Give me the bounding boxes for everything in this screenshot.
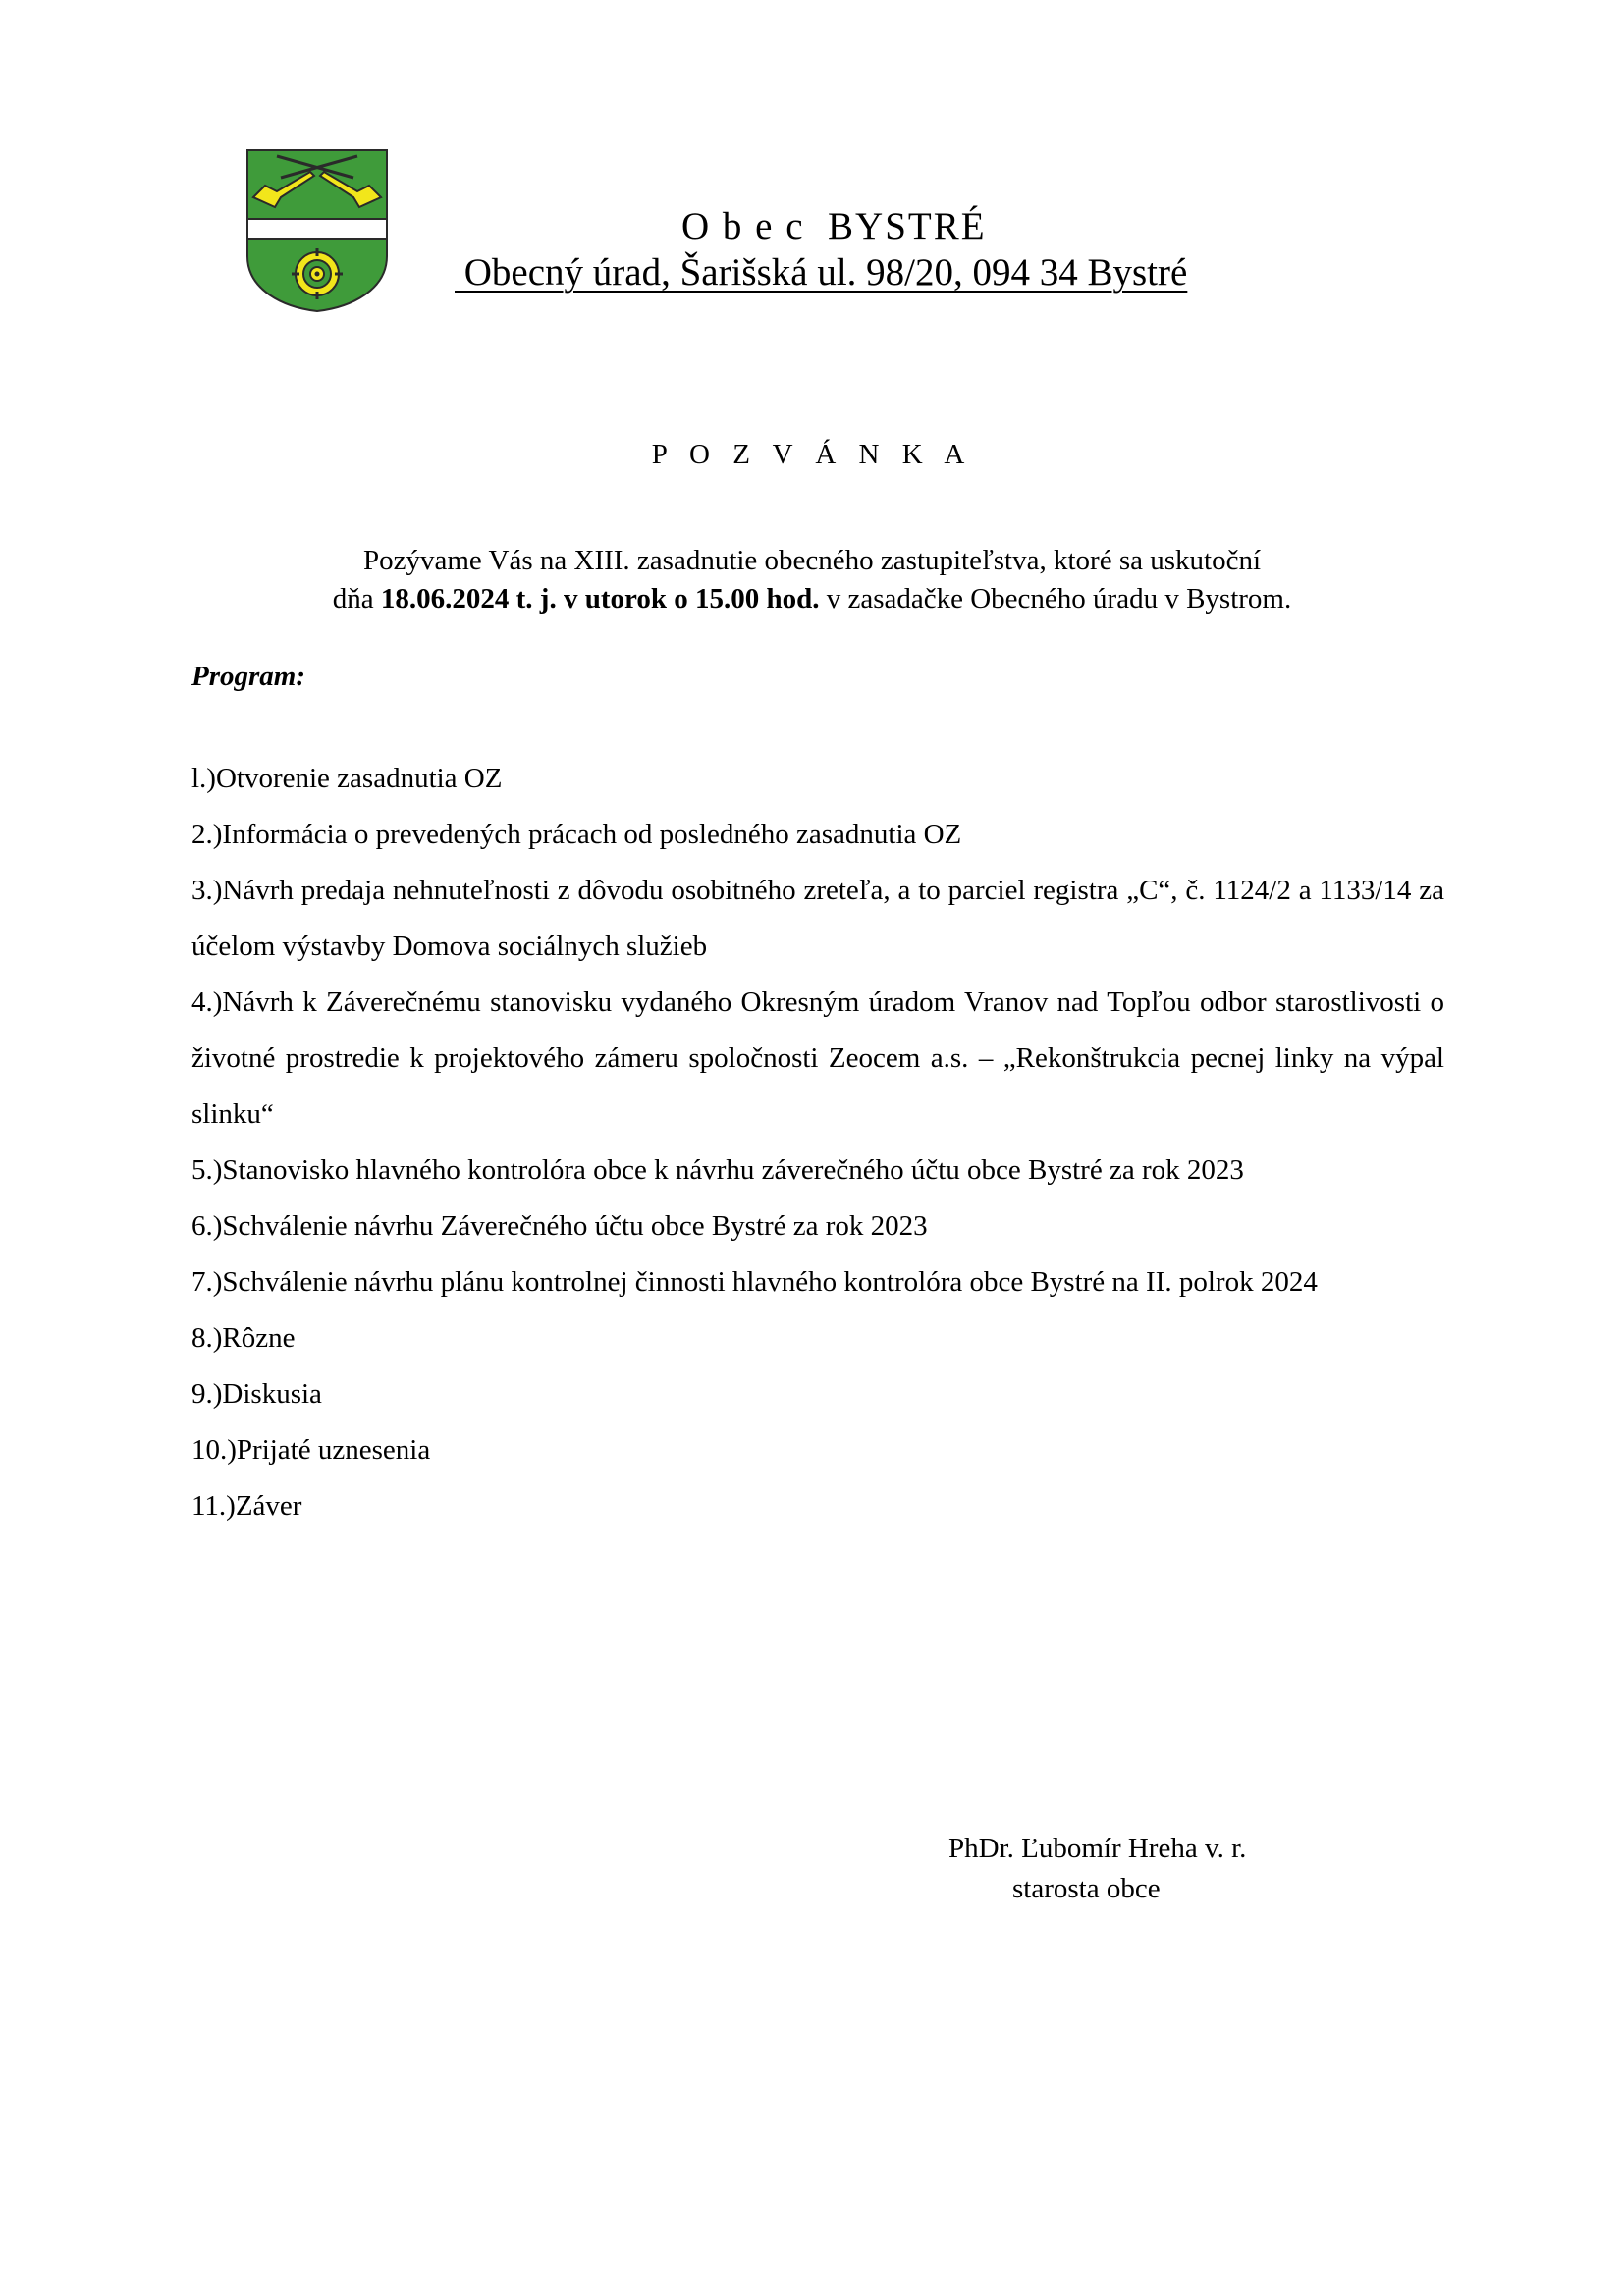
program-item: 2.)Informácia o prevedených prácach od posledného zasadnutia OZ — [191, 819, 962, 850]
program-item: 5.)Stanovisko hlavného kontrolóra obce k návrhu záverečného účtu obce Bystré za rok 2023 — [191, 1154, 1244, 1186]
program-item: 10.)Prijaté uznesenia — [191, 1434, 431, 1466]
invitation-line-2-suffix: v zasadačke Obecného úradu v Bystrom. — [819, 583, 1292, 614]
program-list — [191, 751, 1444, 1534]
invitation-line-1: Pozývame Vás na XIII. zasadnutie obecného zastupiteľstva, ktoré sa uskutoční — [363, 545, 1261, 576]
program-item: 4.)Návrh k Záverečnému stanovisku vydaného Okresným úradom Vranov nad Topľou odbor starostlivosti o životné prostredie k projektového zámeru spoločnosti Zeocem a.s. – „Rekonštrukcia pecnej linky na výpal slinku“ — [191, 987, 1444, 1130]
signature-block — [948, 1829, 1361, 1909]
program-item: 6.)Schválenie návrhu Záverečného účtu obce Bystré za rok 2023 — [191, 1210, 928, 1242]
office-address: Obecný úrad, Šarišská ul. 98/20, 094 34 Bystré — [455, 251, 1188, 294]
program-item: 11.)Záver — [191, 1490, 302, 1522]
program-item: 3.)Návrh predaja nehnuteľnosti z dôvodu osobitného zreteľa, a to parciel registra „C“, č. 1124/2 a 1133/14 za účelom výstavby Domova sociálnych služieb — [191, 875, 1444, 962]
coat-of-arms-icon — [242, 146, 393, 315]
invitation-line-2 — [0, 580, 1624, 618]
document-title: P O Z V Á N K A — [651, 439, 973, 470]
program-heading: Program: — [191, 661, 305, 692]
signatory-role: starosta obce — [1012, 1873, 1161, 1904]
program-item: l.)Otvorenie zasadnutia OZ — [191, 763, 503, 794]
signatory-name: PhDr. Ľubomír Hreha v. r. — [948, 1833, 1247, 1864]
meeting-datetime: 18.06.2024 t. j. v utorok o 15.00 hod. — [380, 583, 820, 614]
invitation-text — [0, 542, 1624, 618]
program-item: 7.)Schválenie návrhu plánu kontrolnej činnosti hlavného kontrolóra obce Bystré na II. polrok 2024 — [191, 1266, 1318, 1298]
program-item: 9.)Diskusia — [191, 1378, 322, 1410]
municipality-title: O b e c BYSTRÉ — [681, 205, 987, 247]
program-item: 8.)Rôzne — [191, 1322, 296, 1354]
invitation-line-2-prefix: dňa — [332, 583, 381, 614]
